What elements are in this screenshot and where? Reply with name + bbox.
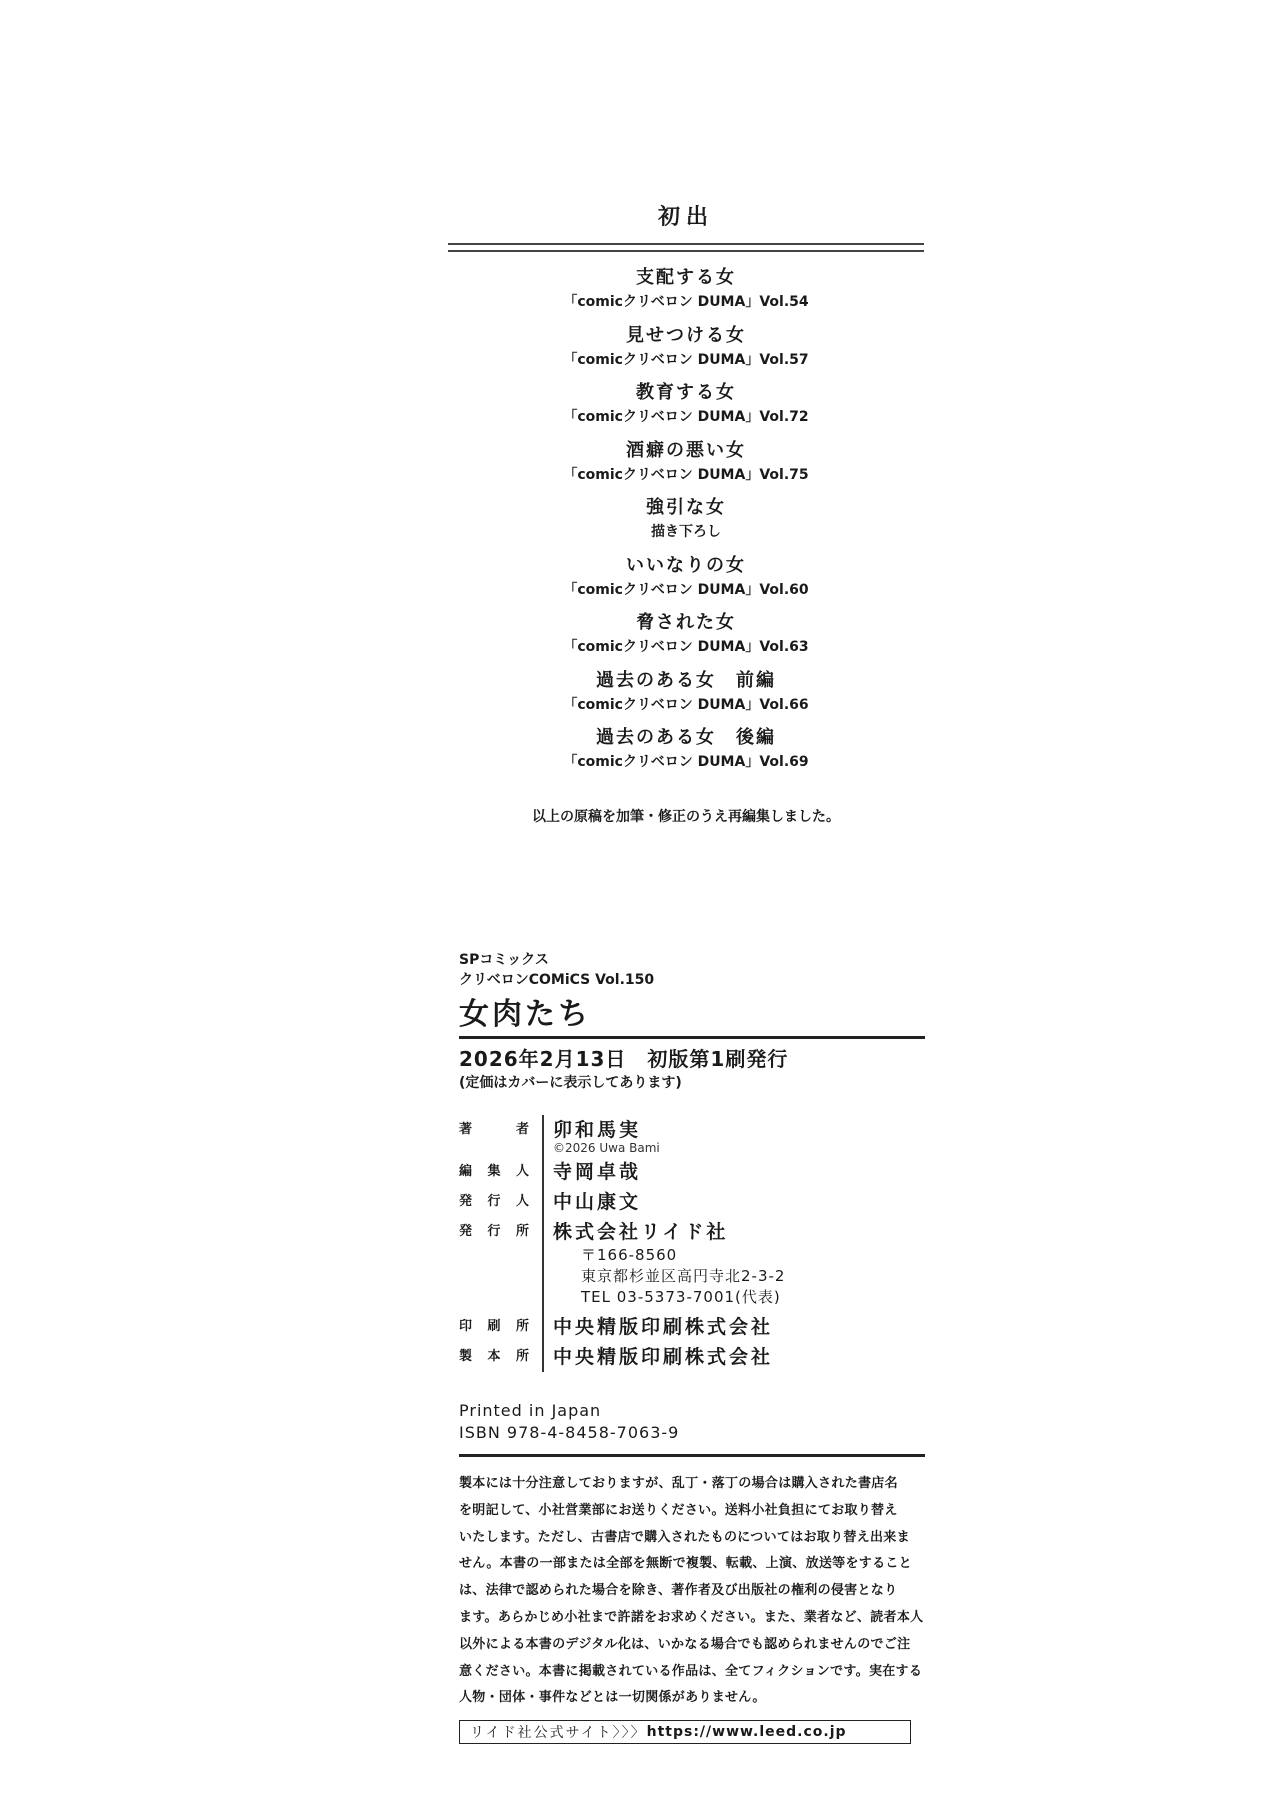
website-label: リイド社公式サイト xyxy=(470,1725,613,1742)
label-char: 編 xyxy=(459,1164,473,1179)
postal-code: 〒166-8560 xyxy=(581,1246,678,1264)
work-source: 描き下ろし xyxy=(651,524,721,540)
label-char: 発 xyxy=(459,1224,473,1239)
label-char: 著 xyxy=(459,1122,473,1137)
revision-note: 以上の原稿を加筆・修正のうえ再編集しました。 xyxy=(532,809,840,825)
credit-label xyxy=(459,1312,539,1342)
credit-row-editor xyxy=(459,1157,925,1187)
credit-label xyxy=(459,1342,539,1372)
label-char: 人 xyxy=(515,1164,529,1179)
credit-row-printer xyxy=(459,1312,925,1342)
binder-name: 中央精版印刷株式会社 xyxy=(553,1346,774,1368)
label-char: 者 xyxy=(515,1122,529,1137)
work-item xyxy=(448,379,924,437)
publication-date: 2026年2月13日 初版第1刷発行 xyxy=(459,1047,789,1071)
credits-block xyxy=(459,1115,925,1372)
label-char: 行 xyxy=(487,1224,501,1239)
label-char: 所 xyxy=(515,1319,529,1334)
label-char: 製 xyxy=(459,1349,473,1364)
work-item xyxy=(448,552,924,610)
label-char: 刷 xyxy=(487,1319,501,1334)
credit-label xyxy=(459,1187,539,1217)
divider xyxy=(459,1454,925,1457)
publisher-person-name: 中山康文 xyxy=(553,1191,642,1213)
work-source: 「comicクリベロン DUMA」Vol.54 xyxy=(563,294,809,310)
work-item xyxy=(448,609,924,667)
legal-line: を明記して、小社営業部にお送りください。送料小社負担にてお取り替え xyxy=(459,1502,898,1518)
publisher-address xyxy=(459,1245,925,1308)
legal-line: 人物・団体・事件などとは一切関係がありません。 xyxy=(459,1690,766,1706)
label-char: 印 xyxy=(459,1319,473,1334)
work-source: 「comicクリベロン DUMA」Vol.60 xyxy=(563,581,809,598)
author-name: 卯和馬実 xyxy=(553,1119,642,1141)
work-item xyxy=(448,437,924,495)
website-url[interactable]: https://www.leed.co.jp xyxy=(646,1724,847,1741)
legal-line: は、法律で認められた場合を除き、著作者及び出版社の権利の侵害となり xyxy=(459,1583,898,1599)
print-info xyxy=(459,1400,925,1444)
work-title: 過去のある女 後編 xyxy=(596,727,776,748)
work-source: 「comicクリベロン DUMA」Vol.66 xyxy=(563,696,809,713)
editor-name: 寺岡卓哉 xyxy=(553,1161,642,1183)
work-title: 教育する女 xyxy=(636,382,736,403)
credit-label xyxy=(459,1115,539,1145)
price-note: (定価はカバーに表示してあります) xyxy=(459,1075,682,1091)
website-box xyxy=(459,1720,911,1744)
work-title: 酒癖の悪い女 xyxy=(626,439,746,461)
label-char: 人 xyxy=(515,1194,529,1209)
book-title: 女肉たち xyxy=(459,997,591,1032)
credit-row-publisher xyxy=(459,1217,925,1247)
legal-line: せん。本書の一部または全部を無断で複製、転載、上演、放送等をすること xyxy=(459,1556,912,1572)
printer-name: 中央精版印刷株式会社 xyxy=(553,1316,774,1338)
work-item xyxy=(448,494,924,552)
legal-line: 製本には十分注意しておりますが、乱丁・落丁の場合は購入された書店名 xyxy=(459,1476,898,1491)
credit-row-binder xyxy=(459,1342,925,1372)
legal-line: 意ください。本書に掲載されている作品は、全てフィクションです。実在する xyxy=(459,1663,923,1679)
work-title: 脅された女 xyxy=(636,612,736,633)
legal-line: いたします。ただし、古書店で購入されたものについてはお取り替え出来ま xyxy=(459,1529,910,1545)
work-source: 「comicクリベロン DUMA」Vol.75 xyxy=(563,466,809,483)
legal-line: 以外による本書のデジタル化は、いかなる場合でも認められませんのでご注 xyxy=(459,1636,911,1652)
street-address: 東京都杉並区高円寺北2-3-2 xyxy=(581,1267,786,1285)
series-label: SPコミックス xyxy=(459,952,549,968)
publisher-name: 株式会社リイド社 xyxy=(553,1221,729,1243)
work-source: 「comicクリベロン DUMA」Vol.69 xyxy=(563,754,809,770)
label-char: 本 xyxy=(487,1349,501,1364)
legal-notice xyxy=(459,1471,925,1712)
section-title: 初出 xyxy=(657,205,714,230)
phone-number: TEL 03-5373-7001(代表) xyxy=(581,1288,781,1306)
work-item xyxy=(448,322,924,380)
work-source: 「comicクリベロン DUMA」Vol.63 xyxy=(563,639,809,655)
series-volume: クリベロンCOMiCS Vol.150 xyxy=(459,972,655,988)
work-item xyxy=(448,667,924,725)
work-title: 見せつける女 xyxy=(626,324,746,346)
arrows-icon: 〉〉〉 xyxy=(612,1725,647,1742)
label-char: 所 xyxy=(515,1224,529,1239)
label-char: 集 xyxy=(487,1164,501,1179)
printed-in: Printed in Japan xyxy=(459,1401,602,1420)
colophon xyxy=(459,950,925,1744)
works-list xyxy=(448,264,924,782)
legal-line: ます。あらかじめ小社まで許諾をお求めください。また、業者など、読者本人 xyxy=(459,1609,924,1625)
work-item xyxy=(448,264,924,322)
double-divider xyxy=(448,243,924,252)
credit-label xyxy=(459,1217,539,1247)
work-item xyxy=(448,724,924,782)
copyright-notice: ©2026 Uwa Bami xyxy=(553,1141,660,1155)
isbn: ISBN 978-4-8458-7063-9 xyxy=(459,1423,680,1442)
divider xyxy=(459,1036,925,1039)
work-source: 「comicクリベロン DUMA」Vol.72 xyxy=(563,409,809,425)
label-char: 行 xyxy=(487,1194,501,1209)
work-title: 強引な女 xyxy=(646,497,726,518)
work-title: 支配する女 xyxy=(636,267,736,288)
credit-row-author xyxy=(459,1115,925,1145)
credit-row-publisher-person xyxy=(459,1187,925,1217)
label-char: 所 xyxy=(515,1349,529,1364)
work-title: 過去のある女 前編 xyxy=(596,669,776,691)
work-title: いいなりの女 xyxy=(626,554,746,576)
work-source: 「comicクリベロン DUMA」Vol.57 xyxy=(563,351,809,368)
label-char: 発 xyxy=(459,1194,473,1209)
credit-label xyxy=(459,1157,539,1187)
